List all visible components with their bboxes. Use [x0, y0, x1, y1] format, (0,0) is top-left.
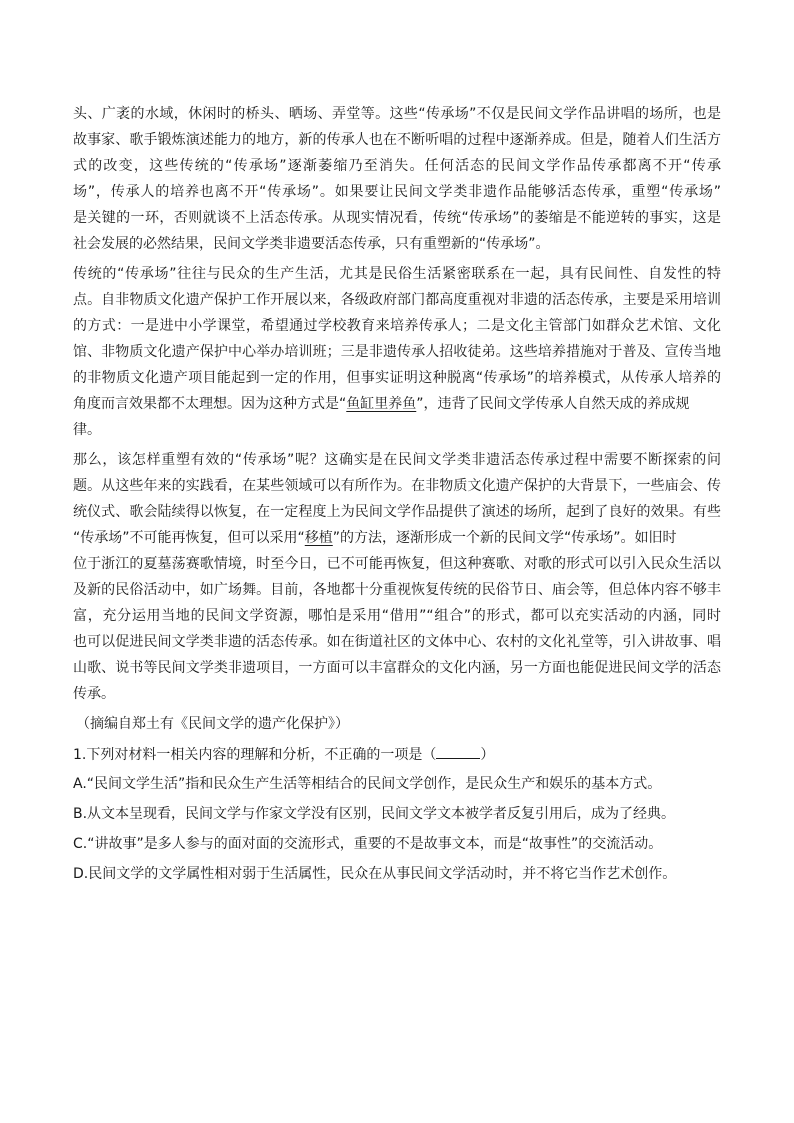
text-line: 也可以促进民间文学类非遗的活态传承。如在街道社区的文体中心、农村的文化礼堂等，引入讲故事、唱 [73, 634, 721, 650]
text-line: 头、广袤的水域，休闲时的桥头、晒场、弄堂等。这些“传承场”不仅是民间文学作品讲唱的场所，也是 [73, 106, 721, 122]
text-segment: “传承场”不可能再恢复，但可以采用“ [73, 530, 305, 546]
text-line: 统仪式、歌会陆续得以恢复，在一定程度上为民间文学作品提供了演述的场所，起到了良好的效果。有些 [73, 504, 721, 520]
text-line: 及新的民俗活动中，如广场舞。目前，各地都十分重视恢复传统的民俗节日、庙会等，但总体内容不够丰 [73, 582, 721, 598]
text-line: 的方式：一是进中小学课堂，希望通过学校教育来培养传承人；二是文化主管部门如群众艺术馆、文化 [73, 318, 721, 334]
text-line: 富，充分运用当地的民间文学资源，哪怕是采用“借用”“组合”的形式，都可以充实活动的内涵，同时 [73, 608, 721, 624]
text-line: 律。 [73, 422, 101, 438]
underlined-phrase: 鱼缸里养鱼 [346, 396, 417, 412]
question-text: ） [480, 747, 495, 763]
text-line: 是关键的一环，否则就谈不上活态传承。从现实情况看，传统“传承场”的萎缩是不能逆转的事实，这是 [73, 210, 721, 226]
text-segment: ”的方法，逐渐形成一个新的民间文学“传承场”。如旧时 [332, 530, 677, 546]
text-line: 山歌、说书等民间文学类非遗项目，一方面可以丰富群众的文化内涵，另一方面也能促进民间文学的活态 [73, 660, 721, 676]
option-a: A.“民间文学生活”指和民众生产生活等相结合的民间文学创作，是民众生产和娱乐的基本方式。 [73, 776, 662, 792]
text-segment: ”，违背了民间文学传承人自然天成的养成规 [416, 396, 690, 412]
question-text: 1.下列对材料一相关内容的理解和分析，不正确的一项是（ [73, 747, 437, 763]
text-line: 馆、非物质文化遗产保护中心举办培训班；三是非遗传承人招收徒弟。这些培养措施对于普及、宣传当地 [73, 344, 721, 360]
text-line: 式的改变，这些传统的“传承场”逐渐萎缩乃至消失。任何活态的民间文学作品传承都离不开“传承 [73, 158, 721, 174]
text-line: 场”，传承人的培养也离不开“传承场”。如果要让民间文学类非遗作品能够活态传承，重塑“传承场” [73, 184, 721, 200]
text-line: 题。从这些年来的实践看，在某些领域可以有所作为。在非物质文化遗产保护的大背景下，一些庙会、传 [73, 478, 721, 494]
text-line [73, 394, 721, 414]
underlined-phrase: 移植 [304, 530, 333, 546]
text-line: 位于浙江的夏墓荡赛歌情境，时至今日，已不可能再恢复，但这种赛歌、对歌的形式可以引入民众生活以 [73, 556, 721, 572]
text-segment: 角度而言效果都不太理想。因为这种方式是“ [73, 396, 347, 412]
option-c: C.“讲故事”是多人参与的面对面的交流形式，重要的不是故事文本，而是“故事性”的交流活动。 [73, 836, 663, 852]
text-line [73, 528, 721, 548]
question-stem [73, 744, 721, 765]
source-citation: （摘编自郑土有《民间文学的遗产化保护》） [76, 716, 349, 732]
answer-blank[interactable] [436, 744, 480, 759]
option-d: D.民间文学的文学属性相对弱于生活属性，民众在从事民间文学活动时，并不将它当作艺术创作。 [73, 866, 677, 882]
text-line: 点。自非物质文化遗产保护工作开展以来，各级政府部门都高度重视对非遗的活态传承，主要是采用培训 [73, 292, 721, 308]
text-line: 传承。 [73, 686, 115, 702]
text-line: 传统的“传承场”往往与民众的生产生活，尤其是民俗生活紧密联系在一起，具有民间性、自发性的特 [73, 266, 721, 282]
text-line: 社会发展的必然结果，民间文学类非遗要活态传承，只有重塑新的“传承场”。 [73, 236, 550, 252]
option-b: B.从文本呈现看，民间文学与作家文学没有区别，民间文学文本被学者反复引用后，成为了经典。 [73, 806, 676, 822]
text-line: 那么，该怎样重塑有效的“传承场”呢？这确实是在民间文学类非遗活态传承过程中需要不断探索的问 [73, 452, 721, 468]
text-line: 的非物质文化遗产项目能起到一定的作用，但事实证明这种脱离“传承场”的培养模式，从传承人培养的 [73, 370, 721, 386]
text-line: 故事家、歌手锻炼演述能力的地方，新的传承人也在不断听唱的过程中逐渐养成。但是，随着人们生活方 [73, 132, 721, 148]
